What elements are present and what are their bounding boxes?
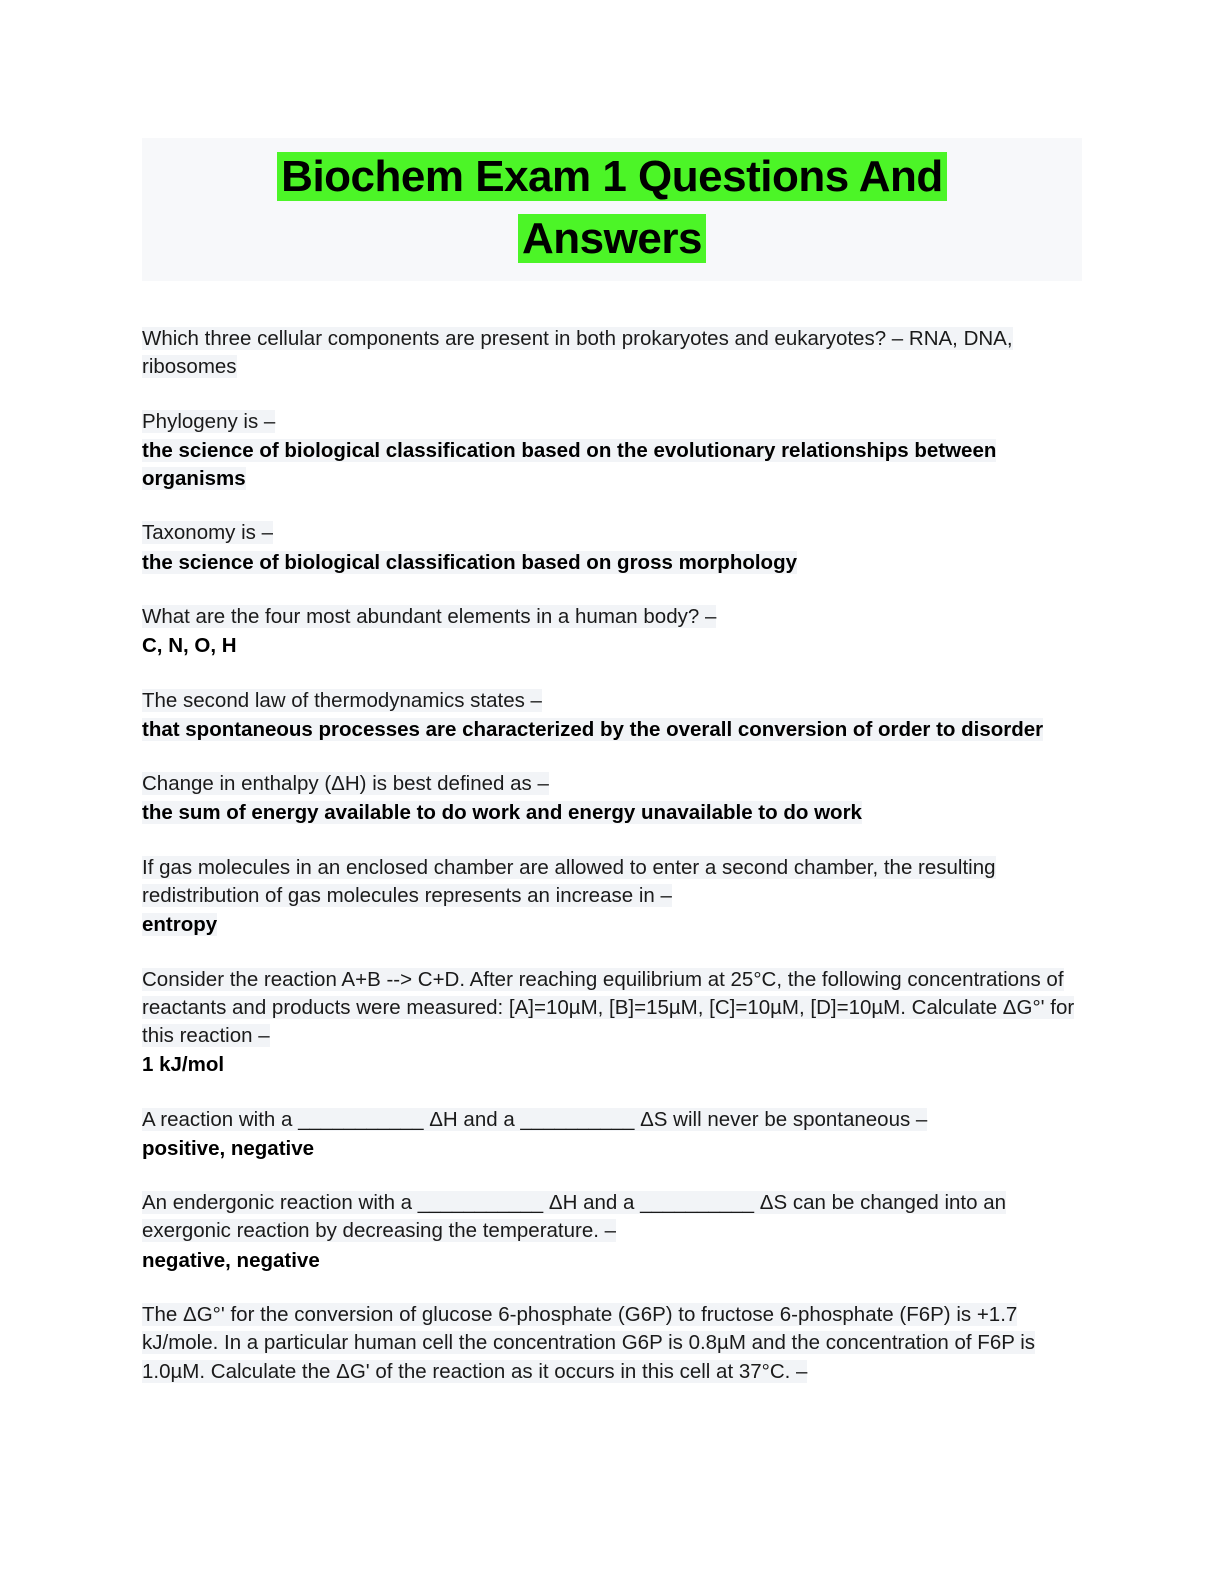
answer-text: [142, 799, 1082, 827]
answer-text: [142, 1247, 1082, 1275]
question-text: [142, 408, 1082, 436]
question-value: Taxonomy is –: [142, 521, 274, 545]
answer-text: [142, 1135, 1082, 1163]
qa-block: [142, 408, 1082, 494]
question-value: Consider the reaction A+B --> C+D. After reaching equilibrium at 25°C, the following concentrations of reactants and products were measured: [A]=10µM, [B]=15µM, [C]=10µM, [D]=10µM. Calculate ΔG°' for this reaction –: [142, 967, 1075, 1048]
question-text: [142, 687, 1082, 715]
answer-value: the science of biological classification based on gross morphology: [142, 550, 797, 574]
qa-block: [142, 1189, 1082, 1275]
answer-value: C, N, O, H: [142, 634, 237, 658]
question-value: A reaction with a ___________ ΔH and a __________ ΔS will never be spontaneous –: [142, 1107, 928, 1131]
answer-value: the sum of energy available to do work and energy unavailable to do work: [142, 801, 862, 825]
answer-text: [142, 716, 1082, 744]
answer-text: [142, 549, 1082, 577]
question-text: [142, 519, 1082, 547]
question-text: [142, 966, 1082, 1051]
answer-value: positive, negative: [142, 1136, 315, 1160]
question-value: Phylogeny is –: [142, 409, 276, 433]
question-value: The ΔG°' for the conversion of glucose 6-phosphate (G6P) to fructose 6-phosphate (F6P) is +1.7 kJ/mole. In a particular human cell the concentration G6P is 0.8µM and the concentration of F6P is 1.0µM. Calculate the ΔG' of the reaction as it occurs in this cell at 37°C. –: [142, 1303, 1036, 1383]
question-value: If gas molecules in an enclosed chamber are allowed to enter a second chamber, the resulting redistribution of gas molecules represents an increase in –: [142, 855, 996, 907]
answer-value: the science of biological classification based on the evolutionary relationships between organisms: [142, 438, 997, 491]
qa-block: [142, 519, 1082, 577]
title-line-1-text: Biochem Exam 1 Questions And: [277, 152, 947, 201]
qa-block: [142, 854, 1082, 940]
qa-block: [142, 687, 1082, 745]
question-value: Which three cellular components are present in both prokaryotes and eukaryotes? – RNA, DNA, ribosomes: [142, 327, 1013, 379]
qa-block: [142, 1301, 1082, 1386]
question-text: [142, 603, 1082, 631]
question-text: [142, 854, 1082, 911]
answer-text: [142, 1051, 1082, 1079]
qa-block: [142, 603, 1082, 661]
question-value: What are the four most abundant elements in a human body? –: [142, 604, 717, 628]
answer-value: 1 kJ/mol: [142, 1053, 225, 1077]
question-text: [142, 770, 1082, 798]
document-body: [142, 325, 1082, 1412]
question-text: [142, 325, 1082, 382]
title-line-1: [142, 146, 1082, 208]
answer-value: negative, negative: [142, 1248, 320, 1272]
answer-text: [142, 437, 1082, 494]
title-line-2-text: Answers: [518, 214, 706, 263]
qa-block: [142, 1106, 1082, 1164]
answer-text: [142, 632, 1082, 660]
qa-block: [142, 770, 1082, 828]
qa-block: [142, 325, 1082, 382]
question-text: [142, 1189, 1082, 1246]
question-text: [142, 1301, 1082, 1386]
question-value: The second law of thermodynamics states –: [142, 688, 542, 712]
answer-value: entropy: [142, 913, 218, 937]
title-line-2: [142, 208, 1082, 270]
qa-block: [142, 966, 1082, 1080]
question-value: An endergonic reaction with a ___________ ΔH and a __________ ΔS can be changed into an exergonic reaction by decreasing the temperature. –: [142, 1191, 1006, 1243]
question-text: [142, 1106, 1082, 1134]
answer-text: [142, 911, 1082, 939]
question-value: Change in enthalpy (ΔH) is best defined as –: [142, 772, 549, 796]
answer-value: that spontaneous processes are characterized by the overall conversion of order to disorder: [142, 717, 1044, 741]
document-title: [142, 138, 1082, 281]
